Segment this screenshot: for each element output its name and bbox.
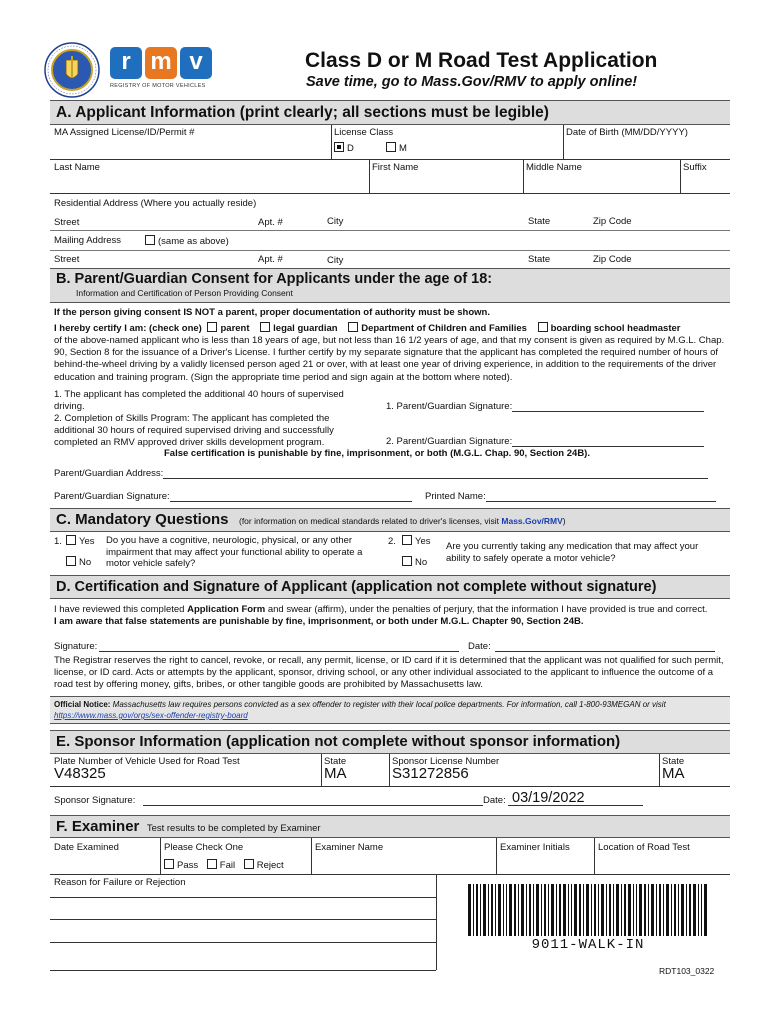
rmv-logo-letter: m [145, 47, 177, 79]
fail-option[interactable] [207, 860, 235, 871]
q2-yes-checkbox[interactable] [402, 535, 412, 545]
date-examined-label: Date Examined [54, 842, 119, 853]
headmaster-checkbox[interactable] [538, 322, 548, 332]
same-as-above-checkbox[interactable] [145, 235, 155, 245]
check-one-label: Please Check One [164, 842, 244, 853]
reject-label: Reject [256, 860, 284, 871]
residential-label: Residential Address (Where you actually reside) [54, 198, 257, 209]
pg-address-label: Parent/Guardian Address: [54, 468, 164, 479]
registrar-paragraph: The Registrar reserves the right to cancel, revoke, or recall, any permit, license, or ID card if it is determined that the applicant was not qualified for such permit, license, or ID card. Acts or attempts by the applicant, sponsor, driving school, or any other individual associated to the applicant to influence the outcome of a road test by offering money, gifts, bribes, or other tangible goods are prohibited by Massachusetts law. [54, 655, 724, 691]
q1-text: Do you have a cognitive, neurologic, physical, or any other impairment that may affect your functional ability to operate a motor vehicle safely? [106, 535, 363, 569]
q2-no-option[interactable] [402, 556, 427, 568]
dcf-checkbox[interactable] [348, 322, 358, 332]
false-cert-note: False certification is punishable by fine, imprisonment, or both (M.G.L. Chap. 90, Section 24B). [164, 448, 590, 459]
class-d-label: D [347, 143, 354, 154]
plate-label: Plate Number of Vehicle Used for Road Test [54, 756, 240, 767]
q2-no-checkbox[interactable] [402, 556, 412, 566]
dcf-label: Department of Children and Families [361, 323, 527, 334]
q2-yes-label: Yes [415, 536, 431, 547]
fail-checkbox[interactable] [207, 859, 217, 869]
res-zip-label: Zip Code [593, 216, 632, 227]
pass-option[interactable] [164, 860, 198, 871]
mass-gov-rmv-link[interactable]: Mass.Gov/RMV [501, 516, 563, 526]
q1-no-option[interactable] [66, 556, 91, 568]
section-a-header [50, 100, 730, 125]
section-b-subtitle: Information and Certification of Person Providing Consent [76, 288, 293, 298]
class-d-option[interactable] [334, 142, 354, 154]
sponsor-license-label: Sponsor License Number [392, 756, 500, 767]
first-name-label: First Name [372, 162, 419, 173]
sponsor-state-value[interactable]: MA [662, 765, 685, 782]
class-m-option[interactable] [386, 142, 407, 154]
parent-label: parent [220, 323, 250, 334]
suffix-label: Suffix [683, 162, 707, 173]
class-m-checkbox[interactable] [386, 142, 396, 152]
pg-signature-2-label: 2. Parent/Guardian Signature: [386, 436, 513, 447]
printed-name-label: Printed Name: [425, 491, 486, 502]
rmv-logo-letter: r [110, 47, 142, 79]
rmv-logo [110, 47, 220, 97]
q1-yes-label: Yes [79, 536, 95, 547]
official-notice-box [50, 696, 730, 724]
reason-label: Reason for Failure or Rejection [54, 877, 186, 888]
affirm-line-bold: Application Form [187, 604, 266, 615]
q1-yes-option[interactable] [66, 535, 95, 547]
consent-paragraph: of the above-named applicant who is less than 18 years of age, but not less than 16 1/2 years of age, and that my consent is given as required by M.G.L. Chap. 90, Section 8 for the issuance of a Driver's License. I further certify by my separate signature that the applicant has completed the required number of hours of behind-the-wheel driving by a validly licensed person aged 21 or over, with at least one year of driving experience, in addition to the requirements of the driver education and training program. (Sign the appropriate time period and sign again at the bottom where noted). [54, 335, 725, 383]
pass-label: Pass [177, 860, 199, 871]
q2-text: Are you currently taking any medication that may affect your ability to safely operate a motor vehicle? [446, 541, 699, 564]
section-d-title: D. Certification and Signature of Applicant (application not complete without signature) [56, 579, 657, 595]
false-statement-line: I am aware that false statements are punishable by fine, imprisonment, or both under M.G.L. Chapter 90, Section 24B. [54, 616, 584, 627]
mail-state-label: State [528, 254, 551, 265]
parent-checkbox[interactable] [207, 322, 217, 332]
section-b-header [50, 268, 730, 303]
section-d-header [50, 575, 730, 599]
plate-state-value[interactable]: MA [324, 765, 347, 782]
applicant-signature[interactable] [54, 641, 459, 652]
affirm-line [54, 604, 707, 615]
consent-notice: If the person giving consent IS NOT a parent, proper documentation of authority must be shown. [54, 307, 490, 318]
reject-option[interactable] [244, 860, 284, 871]
q2-number: 2. [388, 536, 396, 547]
section-c-note-post: ) [562, 516, 566, 526]
license-id-label: MA Assigned License/ID/Permit # [54, 127, 195, 138]
affirm-line-pre: I have reviewed this completed [54, 604, 188, 615]
plate-state-label: State [324, 756, 347, 767]
examiner-initials-label: Examiner Initials [500, 842, 570, 853]
barcode [468, 884, 708, 936]
q1-no-checkbox[interactable] [66, 556, 76, 566]
license-class-label: License Class [334, 127, 394, 138]
consent-item-1: 1. The applicant has completed the additional 40 hours of supervised driving. [54, 389, 344, 412]
sponsor-signature-label: Sponsor Signature: [54, 795, 136, 806]
location-label: Location of Road Test [598, 842, 690, 853]
mail-apt-label: Apt. # [258, 254, 283, 265]
section-f-note: Test results to be completed by Examiner [146, 823, 321, 834]
mail-street-label: Street [54, 254, 80, 265]
printed-name[interactable] [425, 491, 716, 502]
applicant-date[interactable] [468, 641, 715, 652]
section-b-title: B. Parent/Guardian Consent for Applicants under the age of 18: [56, 271, 493, 287]
fail-label: Fail [219, 860, 236, 871]
section-c-title: C. Mandatory Questions [56, 511, 229, 528]
state-seal [44, 42, 100, 98]
section-f-title: F. Examiner [56, 818, 140, 835]
plate-value[interactable]: V48325 [54, 765, 106, 782]
pg-address[interactable] [54, 468, 708, 479]
res-street-label: Street [54, 217, 80, 228]
reason-line[interactable] [50, 919, 436, 920]
class-m-label: M [399, 143, 407, 154]
section-a-title: A. Applicant Information (print clearly; all sections must be legible) [56, 104, 549, 121]
certify-lead: I hereby certify I am: (check one) [54, 323, 202, 334]
last-name-label: Last Name [54, 162, 100, 173]
q1-yes-checkbox[interactable] [66, 535, 76, 545]
mail-city-label: City [327, 255, 344, 266]
page-title: Class D or M Road Test Application [305, 49, 658, 72]
pg-signature-1-label: 1. Parent/Guardian Signature: [386, 401, 513, 412]
reject-checkbox[interactable] [244, 859, 254, 869]
sponsor-state-label: State [662, 756, 685, 767]
same-as-above-label: (same as above) [158, 236, 229, 247]
pg-signature-1[interactable] [386, 401, 704, 412]
sponsor-date-value: 03/19/2022 [512, 790, 585, 806]
headmaster-label: boarding school headmaster [550, 323, 681, 334]
section-e-title: E. Sponsor Information (application not complete without sponsor information) [56, 733, 621, 750]
middle-name-label: Middle Name [526, 162, 582, 173]
res-state-label: State [528, 216, 551, 227]
page-subtitle: Save time, go to Mass.Gov/RMV to apply online! [306, 74, 638, 90]
sponsor-signature[interactable] [54, 795, 483, 806]
class-d-checkbox[interactable] [334, 142, 344, 152]
q2-no-label: No [415, 557, 428, 568]
section-c-note-pre: (for information on medical standards related to driver's licenses, visit [238, 516, 502, 526]
section-c-note [239, 516, 566, 526]
section-e-header [50, 730, 730, 754]
pg-signature-bottom-label: Parent/Guardian Signature: [54, 491, 170, 502]
pass-checkbox[interactable] [164, 859, 174, 869]
rmv-logo-caption: REGISTRY OF MOTOR VEHICLES [110, 83, 206, 89]
dob-label: Date of Birth (MM/DD/YYYY) [566, 127, 688, 138]
q1-no-label: No [79, 557, 92, 568]
same-as-above-option[interactable] [145, 235, 229, 247]
sex-offender-registry-link[interactable]: https://www.mass.gov/orgs/sex-offender-registry-board [54, 711, 248, 720]
consent-item-2: 2. Completion of Skills Program: The applicant has completed the additional 30 hours of required supervised driving and successfully completed an RMV approved driver skills development program. [54, 413, 334, 448]
affirm-line-post: and swear (affirm), under the penalties of perjury, that the information I have provided is true and correct. [265, 604, 708, 615]
res-apt-label: Apt. # [258, 217, 283, 228]
pg-signature-bottom[interactable] [54, 491, 412, 502]
applicant-date-label: Date: [468, 641, 491, 652]
examiner-name-label: Examiner Name [315, 842, 384, 853]
res-city-label: City [327, 216, 344, 227]
rmv-logo-letter: v [180, 47, 212, 79]
official-notice-label: Official Notice: [54, 700, 111, 709]
sponsor-date-field[interactable] [508, 789, 643, 806]
mail-zip-label: Zip Code [593, 254, 632, 265]
form-id: RDT103_0322 [659, 966, 715, 976]
barcode-text: 9011-WALK-IN [531, 937, 645, 953]
sponsor-license-value[interactable]: S31272856 [392, 765, 469, 782]
official-notice-text: Massachusetts law requires persons convicted as a sex offender to register with their local police departments. For information, call 1-800-93MEGAN or visit [110, 700, 666, 709]
sponsor-date-label: Date: [483, 795, 506, 806]
legal-guardian-checkbox[interactable] [260, 322, 270, 332]
pg-signature-2[interactable] [386, 436, 704, 447]
certify-row [54, 322, 734, 334]
result-options [164, 859, 284, 871]
section-c-header [50, 508, 730, 532]
legal-guardian-label: legal guardian [273, 323, 338, 334]
mailing-label: Mailing Address [54, 235, 122, 246]
reason-line[interactable] [50, 897, 436, 898]
q2-yes-option[interactable] [402, 535, 431, 547]
reason-line[interactable] [50, 942, 436, 943]
barcode-graphic [468, 884, 708, 936]
q1-number: 1. [54, 536, 62, 547]
applicant-signature-label: Signature: [54, 641, 98, 652]
section-f-header [50, 815, 730, 838]
